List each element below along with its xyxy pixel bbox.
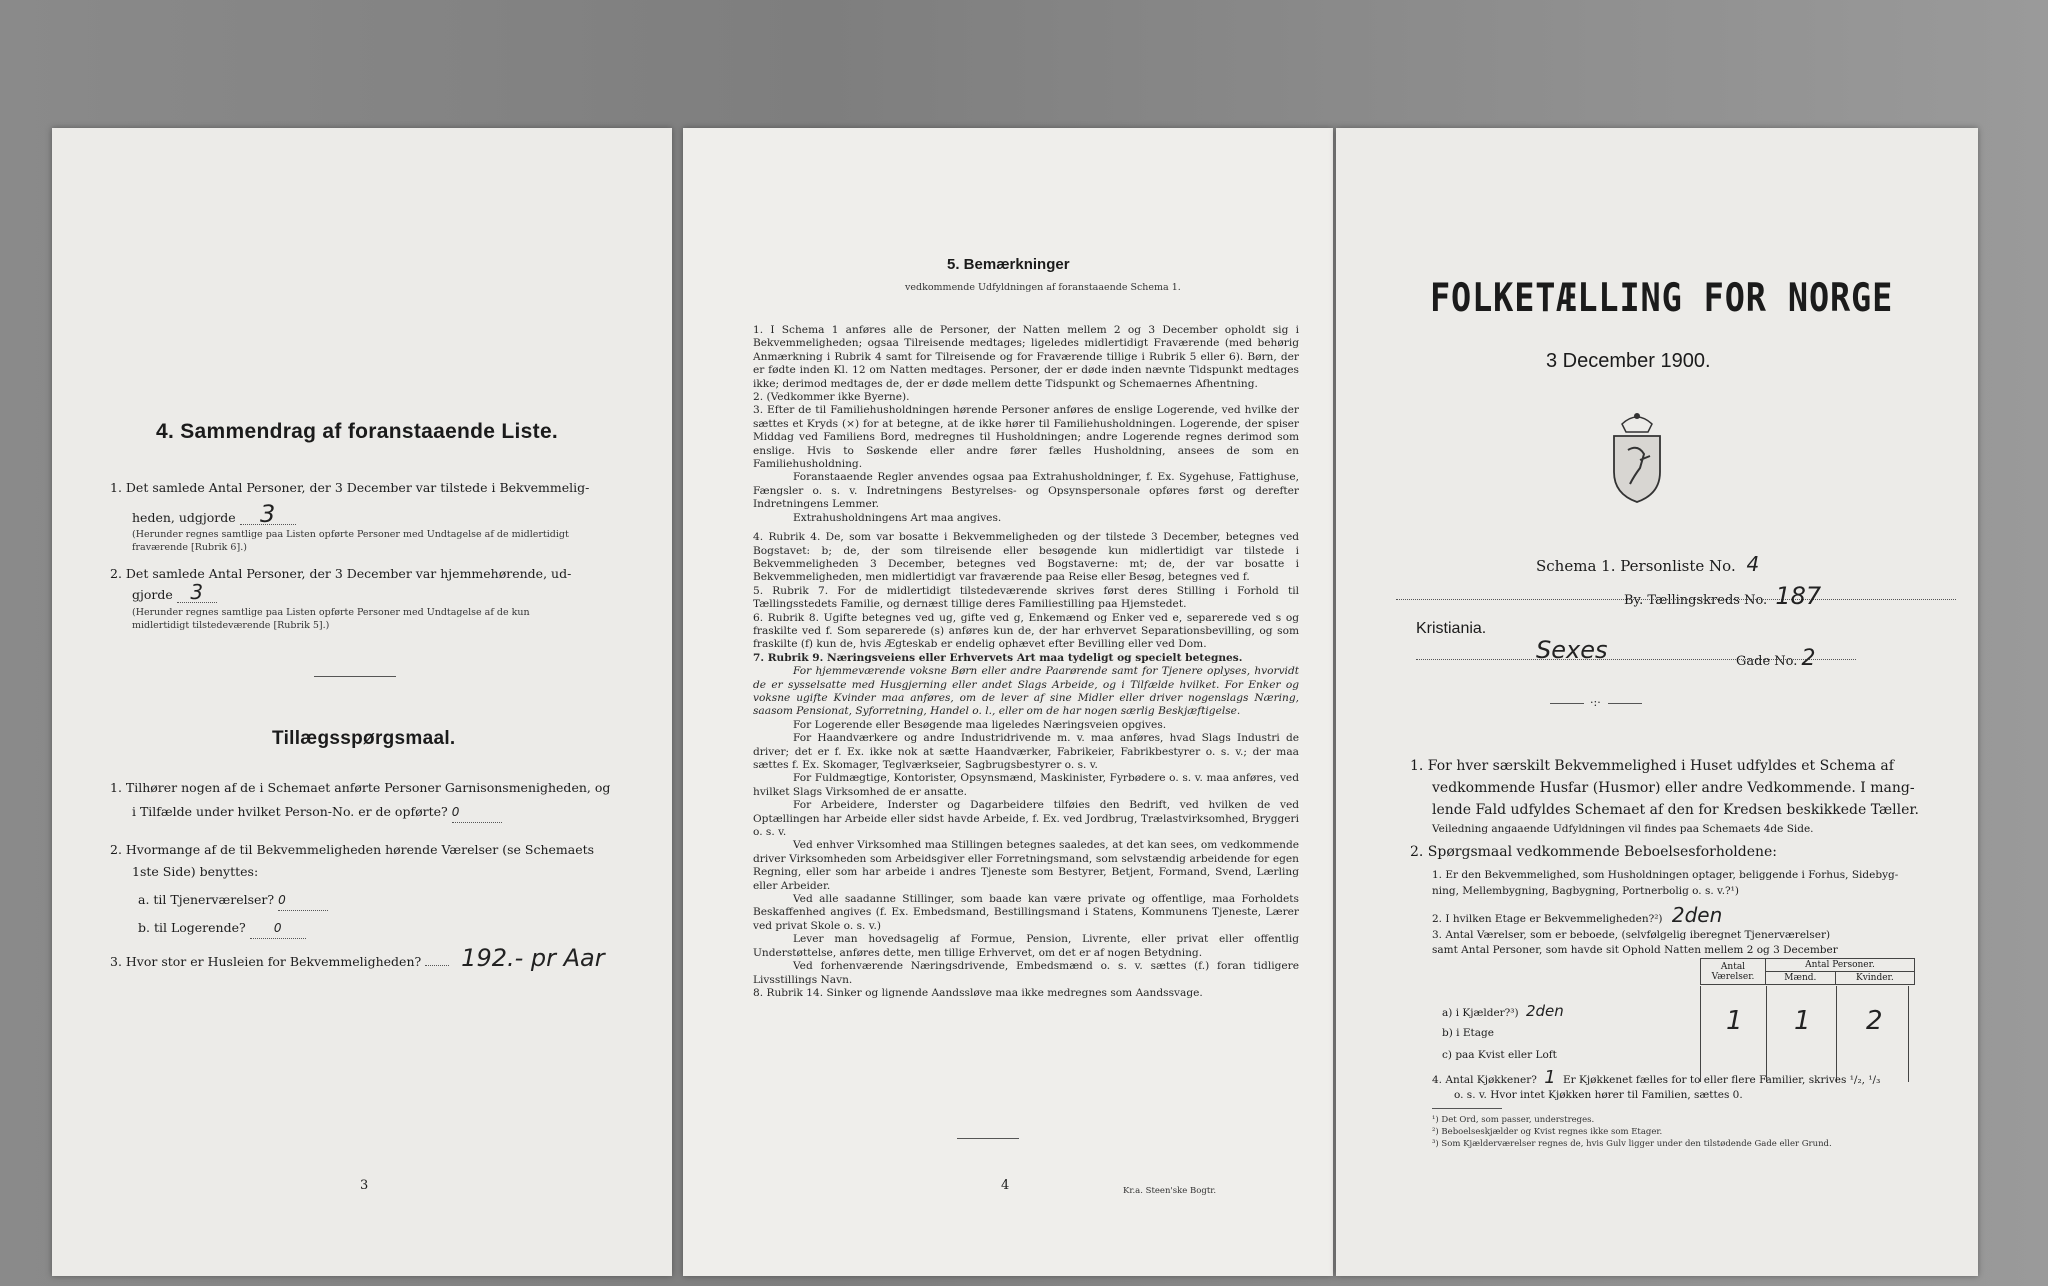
q3-value: 192.- pr Aar xyxy=(461,944,605,972)
gade-value: 2 xyxy=(1801,646,1816,671)
head-persons: Antal Personer. xyxy=(1766,959,1915,972)
section4-title: 4. Sammendrag af foranstaaende Liste. xyxy=(156,420,559,443)
q2b-label: b. til Logerende? xyxy=(138,920,246,935)
remark-item: For Arbeidere, Inderster og Dagarbeidere tilføies den Bedrift, ved hvilken de ved Optællingen har Arbeide eller sidst havde Arbeide, f. Ex. ved Jordbrug, Trælastvirksomhed, Bryggeri o. s. v. xyxy=(753,799,1299,839)
census-title: FOLKETÆLLING FOR NORGE xyxy=(1430,276,1894,321)
row-a-label: a) i Kjælder?³) xyxy=(1442,1007,1519,1019)
remarks-title: 5. Bemærkninger xyxy=(947,256,1070,273)
head-women: Kvinder. xyxy=(1835,972,1914,985)
page-left xyxy=(52,128,672,1276)
coat-of-arms-icon xyxy=(1604,410,1670,506)
p2-1-line1: 1. Er den Bekvemmelighed, som Husholdningen optager, beliggende i Forhus, Sidebyg- xyxy=(1432,869,1899,881)
q2-line1: 2. Hvormange af de til Bekvemmeligheden hørende Værelser (se Schemaets xyxy=(110,842,595,857)
kreds-value: 187 xyxy=(1775,582,1822,610)
item1-value: 3 xyxy=(240,504,296,525)
item1-line1: 1. Det samlede Antal Personer, der 3 December var tilstede i Bekvemmelig- xyxy=(110,480,590,495)
street-value: Sexes xyxy=(1536,636,1608,664)
q2a-value: 0 xyxy=(278,890,328,911)
q2a-label: a. til Tjenerværelser? xyxy=(138,892,275,907)
p2-2-label: 2. I hvilken Etage er Bekvemmeligheden?²) xyxy=(1432,913,1663,925)
p2-1-line2: ning, Mellembygning, Bagbygning, Portnerbolig o. s. v.?¹) xyxy=(1432,885,1739,897)
page-number-middle: 4 xyxy=(1001,1178,1010,1193)
item2-note1: (Herunder regnes samtlige paa Listen opførte Personer med Undtagelse af de kun xyxy=(132,607,530,618)
remark-item: Ved alle saadanne Stillinger, som baade kan være private og offentlige, maa Forholdets Beskaffenhed angives (f. Ex. Embedsmand, Bestillingsmand i Statens, Kommunens Tjeneste, Lærer ved privat Skole o. s. v.) xyxy=(753,893,1299,932)
remark-item: Foranstaaende Regler anvendes ogsaa paa Extrahusholdninger, f. Ex. Sygehuse, Fattighuse, Fængsler o. s. v. Indretningens Bestyrelses- og Opsynspersonale opføres først og derefter Indretningens Lemmer. xyxy=(753,471,1299,511)
q1-value: 0 xyxy=(452,802,502,823)
schema-label: Schema 1. Personliste No. xyxy=(1536,557,1736,575)
p2-3-line2: samt Antal Personer, som havde sit Ophold Natten mellem 2 og 3 December xyxy=(1432,944,1838,956)
remark-item: 3. Efter de til Familiehusholdningen hørende Personer anføres de enslige Logerende, ved hvilke der sættes et Kryds (×) for at betegne, at de ikke hører til Familiehusholdningen. Logerende, der spiser Middag ved Familiens Bord, medregnes til Husholdningen; andre Logerende regnes derimod som enslige. Hvis to Søskende eller andre fører fælles Husholdning, ansees de som en Familiehusholdning. xyxy=(753,404,1299,471)
divider-rule xyxy=(1608,703,1642,704)
remark-item: 4. Rubrik 4. De, som var bosatte i Bekvemmeligheden og der tilstede 3 December, betegnes ved Bogstavet: b; de, der som tilreisende eller besøgende kun midlertidigt var tilstede i Bekvemmeligheden 3 December, betegnes ved Bogstaverne: mt; de, der var bosatte i Bekvemmeligheden, men midlertidigt var fraværende paa Reise eller Besøg, betegnes ved f. xyxy=(753,531,1299,584)
printer-mark: Kr.a. Steen'ske Bogtr. xyxy=(1123,1186,1217,1196)
by-label: By. Tællingskreds No. xyxy=(1624,593,1768,608)
p2-4-value: 1 xyxy=(1544,1067,1556,1088)
remarks-list xyxy=(753,324,1299,1000)
item2-value: 3 xyxy=(177,582,217,603)
q1-line2: i Tilfælde under hvilket Person-No. er de opførte? xyxy=(132,804,448,819)
page-right xyxy=(1336,128,1978,1276)
men-value: 1 xyxy=(1794,1006,1811,1036)
table-vline xyxy=(1700,986,1701,1082)
remark-item: 7. Rubrik 9. Næringsveiens eller Erhvervets Art maa tydeligt og specielt betegnes. xyxy=(753,651,1243,664)
divider-rule xyxy=(957,1138,1019,1139)
q3-label: 3. Hvor stor er Husleien for Bekvemmeligheden? xyxy=(110,954,422,969)
remark-item: 8. Rubrik 14. Sinker og lignende Aandssløve maa ikke medregnes som Aandssvage. xyxy=(753,986,1203,999)
row-a-hand: 2den xyxy=(1525,1002,1564,1020)
table-vline xyxy=(1908,986,1909,1082)
q2-line2: 1ste Side) benyttes: xyxy=(132,864,259,879)
footnote-2: ²) Beboelseskjælder og Kvist regnes ikke som Etager. xyxy=(1432,1127,1663,1137)
row-c-label: c) paa Kvist eller Loft xyxy=(1442,1049,1557,1061)
census-date: 3 December 1900. xyxy=(1546,350,1711,372)
gade-label: Gade No. xyxy=(1736,654,1798,669)
remark-item: 2. (Vedkommer ikke Byerne). xyxy=(753,391,910,404)
head-rooms: Antal Værelser. xyxy=(1701,959,1766,985)
remark-item: For Haandværkere og andre Industridrivende m. v. maa anføres, hvad Slags Industri de driver; det er f. Ex. ikke nok at sætte Haandværker, Fabrikeier, Fabrikbestyrer o. s. v.; der maa sættes f. Ex. Skomager, Teglværkseier, Sagbrugsbestyrer o. s. v. xyxy=(753,732,1299,771)
head-men: Mænd. xyxy=(1766,972,1836,985)
footnote-1: ¹) Det Ord, som passer, understreges. xyxy=(1432,1115,1595,1125)
item2-line2: gjorde xyxy=(132,587,173,602)
remarks-subtitle: vedkommende Udfyldningen af foranstaaende Schema 1. xyxy=(905,282,1181,293)
footnote-3: ³) Som Kjælderværelser regnes de, hvis Gulv ligger under den tilstødende Gade eller Grund. xyxy=(1432,1139,1832,1149)
remark-item: For Logerende eller Besøgende maa ligeledes Næringsveien opgives. xyxy=(793,718,1167,731)
item2-note2: midlertidigt tilstedeværende [Rubrik 5].) xyxy=(132,620,330,631)
remark-item: Extrahusholdningens Art maa angives. xyxy=(793,511,1002,524)
table-vline xyxy=(1836,986,1837,1082)
remark-item: 1. I Schema 1 anføres alle de Personer, der Natten mellem 2 og 3 December opholdt sig i Bekvemmeligheden; ogsaa Tilreisende medtages; ligeledes midlertidigt Fraværende (med behørig Anmærkning i Rubrik 4 samt for Tilreisende og for Fraværende tillige i Rubrik 5 eller 6). Børn, der er fødte inden Kl. 12 om Natten medtages. Personer, der er døde inden nævnte Tidspunkt medtages ikke; derimod medtages de, der er døde mellem dette Tidspunkt og Schemaernes Afhentning. xyxy=(753,324,1299,390)
page-number-left: 3 xyxy=(360,1178,369,1193)
rooms-value: 1 xyxy=(1726,1006,1743,1036)
p2-title: 2. Spørgsmaal vedkommende Beboelsesforholdene: xyxy=(1410,844,1778,860)
ornament: ·:· xyxy=(1590,696,1601,709)
p1-line2: vedkommende Husfar (Husmor) eller andre Vedkommende. I mang- xyxy=(1432,780,1915,796)
schema-value: 4 xyxy=(1746,552,1760,576)
item1-note2: fraværende [Rubrik 6].) xyxy=(132,542,247,553)
p1-line3: lende Fald udfyldes Schemaet af den for Kredsen beskikkede Tæller. xyxy=(1432,802,1919,818)
q1-line1: 1. Tilhører nogen af de i Schemaet anførte Personer Garnisonsmenigheden, og xyxy=(110,780,611,795)
p2-3-line1: 3. Antal Værelser, som er beboede, (selvfølgelig iberegnet Tjenerværelser) xyxy=(1432,929,1831,941)
q2b-value: 0 xyxy=(250,918,306,939)
p2-4-label: 4. Antal Kjøkkener? xyxy=(1432,1074,1537,1086)
remark-item: Lever man hovedsagelig af Formue, Pension, Livrente, eller privat eller offentlig Understøttelse, anføres dette, men tillige Erhvervet, om det er af nogen Betydning. xyxy=(753,933,1299,959)
page-middle xyxy=(683,128,1333,1276)
remark-item: 5. Rubrik 7. For de midlertidigt tilstedeværende skrives først deres Stilling i Forhold til Tællingsstedets Familie, og dernæst tillige deres Familiestilling paa Hjemstedet. xyxy=(753,584,1299,611)
remark-item: Ved enhver Virksomhed maa Stillingen betegnes saaledes, at det kan sees, om vedkommende driver Virksomheden som Arbeidsgiver eller Forretningsmand, som selvstændig arbeidende for egen Regning, eller som har arbeide i andres Tjeneste som Bestyrer, Betjent, Formand, Svend, Lærling eller Arbeider. xyxy=(753,839,1299,892)
item1-line2: heden, udgjorde xyxy=(132,510,236,525)
footnote-rule xyxy=(1432,1108,1502,1109)
supp-title: Tillægsspørgsmaal. xyxy=(272,728,456,749)
p1-line4: Veiledning angaaende Udfyldningen vil findes paa Schemaets 4de Side. xyxy=(1432,823,1814,835)
divider-rule xyxy=(314,676,396,677)
p2-4-line2: o. s. v. Hvor intet Kjøkken hører til Familien, sættes 0. xyxy=(1454,1089,1743,1101)
remark-item: Ved forhenværende Næringsdrivende, Embedsmænd o. s. v. sættes (f.) foran tidligere Livsstillings Navn. xyxy=(753,960,1299,986)
p2-2-value: 2den xyxy=(1671,903,1723,927)
table-vline xyxy=(1766,986,1767,1082)
remark-item: For Fuldmægtige, Kontorister, Opsynsmænd, Maskinister, Fyrbødere o. s. v. maa anføres, ved hvilket Slags Virksomhed de er ansatte. xyxy=(753,772,1299,798)
item1-note1: (Herunder regnes samtlige paa Listen opførte Personer med Undtagelse af de midlertidigt xyxy=(132,529,569,540)
divider-rule xyxy=(1550,703,1584,704)
p1-line1: 1. For hver særskilt Bekvemmelighed i Huset udfyldes et Schema af xyxy=(1410,758,1894,774)
remark-item: 6. Rubrik 8. Ugifte betegnes ved ug, gifte ved g, Enkemænd og Enker ved e, separerede ved s og fraskilte ved f. Som separerede (s) anføres kun de, der har erhvervet Separationsbevilling, og som fraskilte (f) kun de, hvis Ægteskab er endelig ophævet efter Bevilling eller ved Dom. xyxy=(753,611,1299,651)
city-label: Kristiania. xyxy=(1416,620,1487,637)
p2-4-rest: Er Kjøkkenet fælles for to eller flere Familier, skrives ¹/₂, ¹/₃ xyxy=(1563,1074,1881,1086)
women-value: 2 xyxy=(1866,1006,1883,1036)
occupancy-table-header xyxy=(1700,958,1915,985)
item2-line1: 2. Det samlede Antal Personer, der 3 December var hjemmehørende, ud- xyxy=(110,566,572,581)
remark-item: For hjemmeværende voksne Børn eller andre Paarørende samt for Tjenere oplyses, hvorvidt de er sysselsatte med Husgjerning eller andet Slags Arbeide, og i Tilfælde hvilket. For Enker og voksne ugifte Kvinder maa anføres, om de lever af sine Midler eller driver nogenslags Næring, saasom Pensionat, Syforretning, Handel o. l., eller om de har nogen særlig Beskjæftigelse. xyxy=(753,665,1299,718)
row-b-label: b) i Etage xyxy=(1442,1027,1494,1039)
